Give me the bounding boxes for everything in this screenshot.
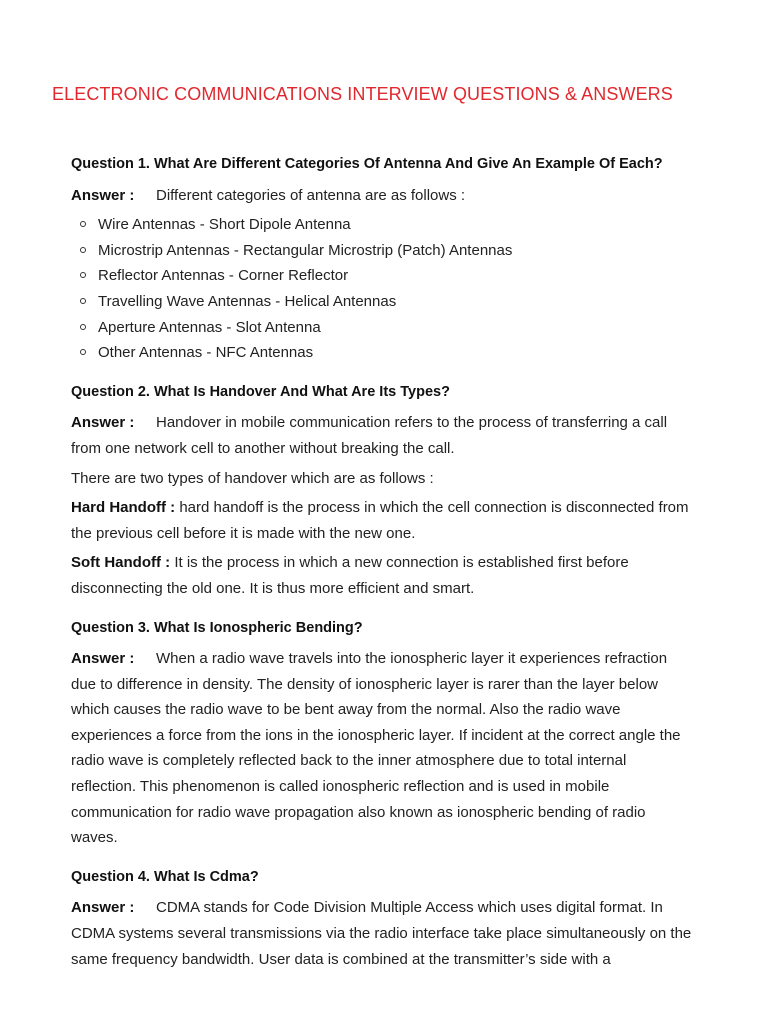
answer-label: Answer : xyxy=(71,414,135,432)
answer-text-4: CDMA stands for Code Division Multiple Access which uses digital format. In CDMA systems several transmissions via the radio interface take place simultaneously on the same frequency bandwidth. User data is combined at the transmitter’s side with a xyxy=(71,899,692,968)
list-item: Other Antennas - NFC Antennas xyxy=(98,340,693,366)
hard-handoff-text: hard handoff is the process in which the cell connection is disconnected from the previous cell before it is made with the new one. xyxy=(71,499,689,542)
answer-paragraph-3 xyxy=(71,646,693,851)
answer-text-3: When a radio wave travels into the ionospheric layer it experiences refraction due to difference in density. The density of ionospheric layer is rarer than the layer below which causes the radio wave to be bent away from the normal. Also the radio wave experiences a force from the ions in the ionospheric layer. If incident at the correct angle the radio wave is completely reflected back to the inner atmosphere due to total internal reflection. This phenomenon is called ionospheric reflection and is used in mobile communication for radio wave propagation also known as ionospheric bending of radio waves. xyxy=(71,650,681,847)
qa-block-4 xyxy=(71,865,693,972)
soft-handoff-text: It is the process in which a new connection is established first before disconnecting the old one. It is thus more efficient and smart. xyxy=(71,554,629,597)
question-heading-1: Question 1. What Are Different Categories Of Antenna And Give An Example Of Each? xyxy=(71,156,663,172)
answer-label: Answer : xyxy=(71,186,135,204)
qa-block-1 xyxy=(71,152,693,366)
answer-paragraph-4 xyxy=(71,895,693,972)
document-title: ELECTRONIC COMMUNICATIONS INTERVIEW QUESTIONS & ANSWERS xyxy=(52,84,673,104)
list-item: Wire Antennas - Short Dipole Antenna xyxy=(98,212,693,238)
qa-block-2 xyxy=(71,380,693,602)
list-item: Travelling Wave Antennas - Helical Antennas xyxy=(98,289,693,315)
answer-paragraph-2 xyxy=(71,410,693,461)
soft-handoff-paragraph xyxy=(71,550,693,601)
hard-handoff-paragraph xyxy=(71,495,693,546)
answer-label: Answer : xyxy=(71,650,135,668)
answer-text-2: Handover in mobile communication refers to the process of transferring a call from one network cell to another without breaking the call. xyxy=(71,414,668,457)
question-heading-3: Question 3. What Is Ionospheric Bending? xyxy=(71,619,363,636)
question-heading-4: Question 4. What Is Cdma? xyxy=(71,868,259,885)
soft-handoff-label: Soft Handoff : xyxy=(71,554,171,572)
question-heading-2: Question 2. What Is Handover And What Are Its Types? xyxy=(71,383,450,400)
list-item: Aperture Antennas - Slot Antenna xyxy=(98,315,693,341)
antenna-category-list xyxy=(71,212,693,366)
list-item: Reflector Antennas - Corner Reflector xyxy=(98,263,693,289)
handover-types-intro: There are two types of handover which are as follows : xyxy=(71,469,434,487)
document-body xyxy=(71,152,693,986)
list-item: Microstrip Antennas - Rectangular Microstrip (Patch) Antennas xyxy=(98,238,693,264)
answer-paragraph-1 xyxy=(71,183,693,209)
hard-handoff-label: Hard Handoff : xyxy=(71,499,176,517)
qa-block-3 xyxy=(71,616,693,851)
answer-label: Answer : xyxy=(71,899,135,917)
answer-text-1: Different categories of antenna are as follows : xyxy=(156,186,466,204)
